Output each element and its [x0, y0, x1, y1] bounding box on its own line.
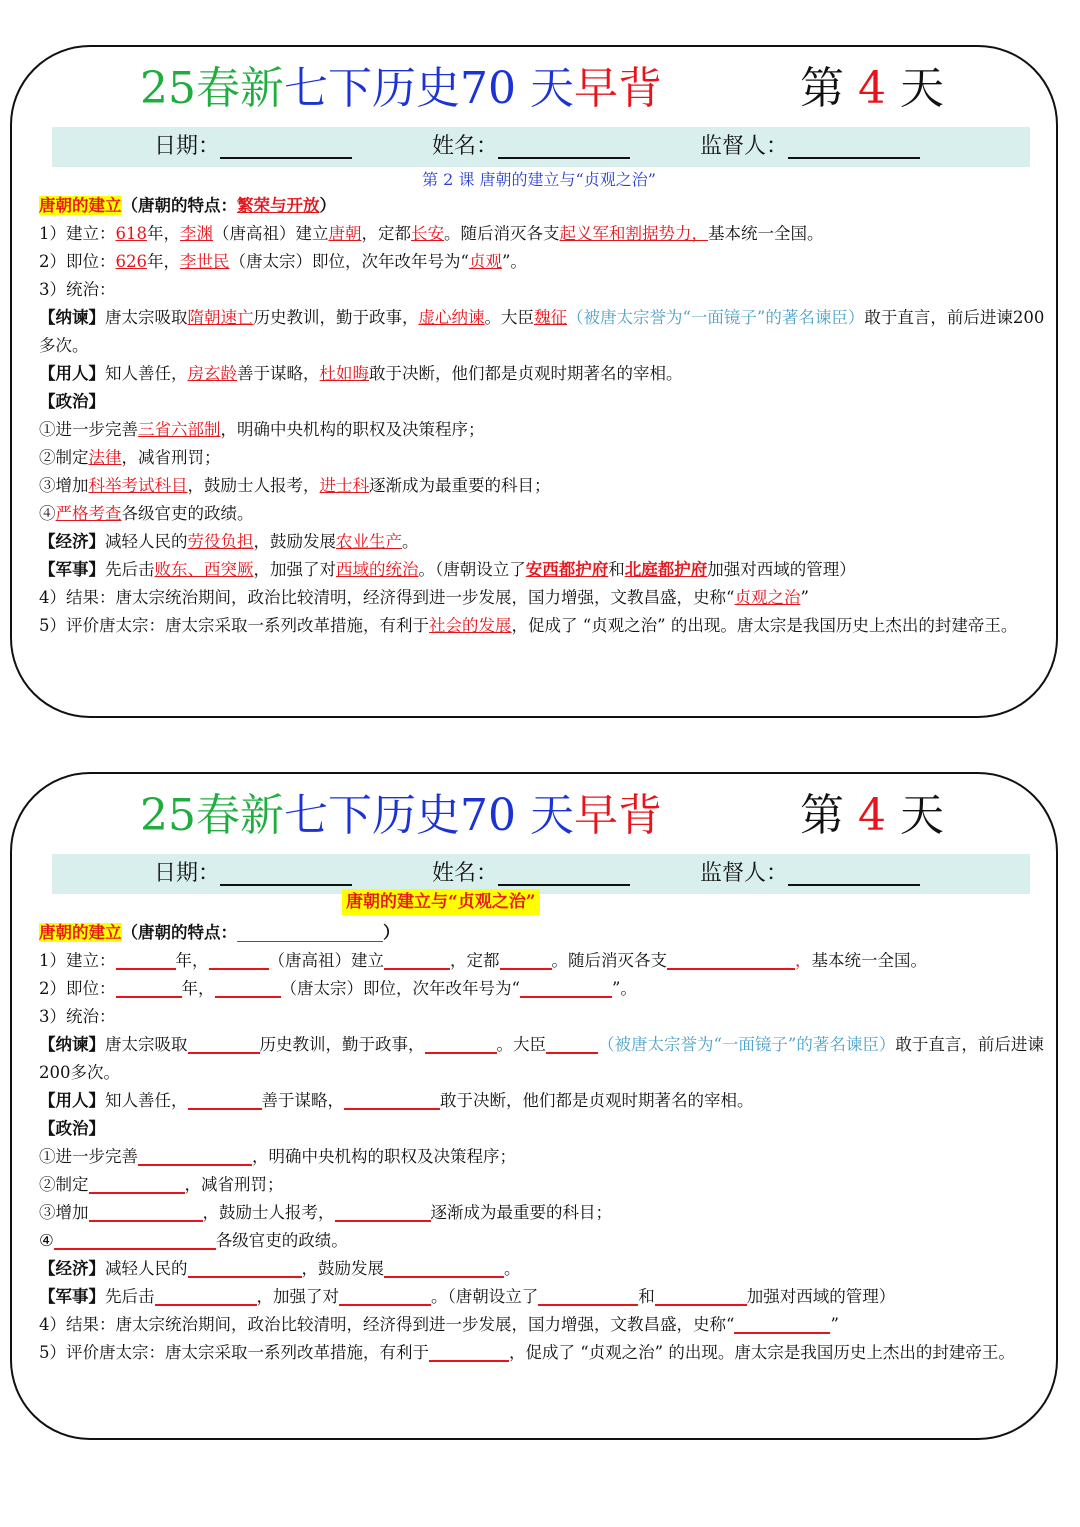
- blank[interactable]: [116, 948, 176, 970]
- name-field[interactable]: 姓名：: [432, 854, 630, 894]
- politics-item-3: ③增加科举考试科目，鼓励士人报考，进士科逐渐成为最重要的科目；: [39, 476, 551, 495]
- blank[interactable]: [538, 1284, 638, 1306]
- name-blank[interactable]: [498, 856, 630, 886]
- point-rule: 3）统治：: [39, 1007, 116, 1026]
- title-main: 25春新七下历史70 天早背: [140, 63, 662, 114]
- point-military: 【军事】先后击败东、西突厥，加强了对西域的统治。（唐朝设立了安西都护府和北庭都护府加强对西域的管理）: [39, 560, 856, 579]
- politics-tag: 【政治】: [39, 392, 105, 411]
- politics-item-2: ②制定 ，减省刑罚；: [39, 1171, 1050, 1199]
- point-accession: 2）即位：626年，李世民（唐太宗）即位，次年改年号为“贞观”。: [39, 252, 527, 271]
- blank[interactable]: [384, 948, 450, 970]
- name-blank[interactable]: [498, 129, 630, 159]
- date-name-bar: [52, 127, 1030, 167]
- point-rule: 3）统治：: [39, 280, 116, 299]
- politics-tag: 【政治】: [39, 1119, 105, 1138]
- blank[interactable]: [339, 1284, 431, 1306]
- blank[interactable]: [734, 1312, 830, 1334]
- blank[interactable]: [138, 1144, 252, 1166]
- worksheet-body: [39, 919, 1050, 1367]
- blank[interactable]: [54, 1228, 216, 1250]
- card-title: [12, 786, 1056, 846]
- section-heading: 唐朝的建立（唐朝的特点： ）: [39, 923, 400, 942]
- date-field[interactable]: 日期：: [154, 854, 352, 894]
- blank[interactable]: [667, 948, 795, 970]
- point-remonstrance: 【纳谏】唐太宗吸取隋朝速亡历史教训，勤于政事，虚心纳谏。大臣魏征（被唐太宗誉为“一面镜子”的著名谏臣）敢于直言，前后进谏200多次。: [39, 308, 1045, 355]
- blank[interactable]: [655, 1284, 747, 1306]
- point-result: 4）结果：唐太宗统治期间，政治比较清明，经济得到进一步发展，国力增强，文教昌盛，史称“贞观之治”: [39, 588, 809, 607]
- politics-item-4: ④严格考查各级官吏的政绩。: [39, 504, 254, 523]
- point-military: 【军事】先后击 ，加强了对 。（唐朝设立了 和 加强对西域的管理）: [39, 1283, 1050, 1311]
- point-evaluation: 5）评价唐太宗：唐太宗采取一系列改革措施，有利于 ，促成了 “贞观之治” 的出现。唐太宗是我国历史上杰出的封建帝王。: [39, 1339, 1050, 1367]
- politics-item-1: ①进一步完善 ，明确中央机构的职权及决策程序；: [39, 1143, 1050, 1171]
- point-economy: 【经济】减轻人民的 ，鼓励发展 。: [39, 1255, 1050, 1283]
- supervisor-blank[interactable]: [788, 129, 920, 159]
- blank[interactable]: [188, 1032, 260, 1054]
- lesson-title: 第 2 课 唐朝的建立与“贞观之治”: [422, 170, 656, 189]
- blank[interactable]: [546, 1032, 598, 1054]
- point-remonstrance: 【纳谏】唐太宗吸取 历史教训，勤于政事， 。大臣 （被唐太宗誉为“一面镜子”的著名谏臣）敢于直言，前后进谏200多次。: [39, 1031, 1050, 1087]
- politics-item-4: ④ 各级官吏的政绩。: [39, 1227, 1050, 1255]
- blank[interactable]: [500, 948, 552, 970]
- blank[interactable]: [188, 1088, 262, 1110]
- point-evaluation: 5）评价唐太宗：唐太宗采取一系列改革措施，有利于社会的发展，促成了 “贞观之治” 的出现。唐太宗是我国历史上杰出的封建帝王。: [39, 616, 1018, 635]
- blank[interactable]: [384, 1256, 504, 1278]
- section-heading: 唐朝的建立（唐朝的特点：繁荣与开放）: [39, 196, 336, 215]
- blank[interactable]: [237, 921, 383, 942]
- politics-item-1: ①进一步完善三省六部制，明确中央机构的职权及决策程序；: [39, 420, 485, 439]
- politics-item-2: ②制定法律，减省刑罚；: [39, 448, 221, 467]
- answer-card: [10, 45, 1058, 718]
- point-founding: 1）建立：618年，李渊（唐高祖）建立唐朝，定都长安。随后消灭各支起义军和割据势力，基本统一全国。: [39, 224, 824, 243]
- blank[interactable]: [89, 1172, 185, 1194]
- blank[interactable]: [209, 948, 269, 970]
- card-title: [12, 59, 1056, 119]
- answer-body: [39, 192, 1050, 640]
- blank[interactable]: [155, 1284, 257, 1306]
- lesson-title: 唐朝的建立与“贞观之治”: [342, 889, 540, 915]
- point-founding: 1）建立： 年， （唐高祖）建立 ，定都 。随后消灭各支 ，基本统一全国。: [39, 947, 1050, 975]
- politics-item-3: ③增加 ，鼓励士人报考， 逐渐成为最重要的科目；: [39, 1199, 1050, 1227]
- blank[interactable]: [520, 976, 612, 998]
- blank[interactable]: [344, 1088, 440, 1110]
- supervisor-field[interactable]: 监督人：: [700, 127, 920, 167]
- blank[interactable]: [116, 976, 182, 998]
- blank[interactable]: [335, 1200, 431, 1222]
- date-blank[interactable]: [220, 129, 352, 159]
- day-label: 第 4 天: [800, 63, 944, 114]
- date-name-bar: [52, 854, 1030, 894]
- day-label: 第 4 天: [800, 790, 944, 841]
- blank[interactable]: [429, 1340, 509, 1362]
- point-result: 4）结果：唐太宗统治期间，政治比较清明，经济得到进一步发展，国力增强，文教昌盛，史称“ ”: [39, 1311, 1050, 1339]
- date-blank[interactable]: [220, 856, 352, 886]
- point-personnel: 【用人】知人善任，房玄龄善于谋略，杜如晦敢于决断，他们都是贞观时期著名的宰相。: [39, 364, 683, 383]
- point-economy: 【经济】减轻人民的劳役负担，鼓励发展农业生产。: [39, 532, 419, 551]
- blank[interactable]: [215, 976, 281, 998]
- name-field[interactable]: 姓名：: [432, 127, 630, 167]
- point-accession: 2）即位： 年， （唐太宗）即位，次年改年号为“ ”。: [39, 975, 1050, 1003]
- title-main: 25春新七下历史70 天早背: [140, 790, 662, 841]
- supervisor-field[interactable]: 监督人：: [700, 854, 920, 894]
- worksheet-card: [10, 772, 1058, 1440]
- supervisor-blank[interactable]: [788, 856, 920, 886]
- blank[interactable]: [188, 1256, 302, 1278]
- date-field[interactable]: 日期：: [154, 127, 352, 167]
- blank[interactable]: [425, 1032, 497, 1054]
- point-personnel: 【用人】知人善任， 善于谋略， 敢于决断，他们都是贞观时期著名的宰相。: [39, 1087, 1050, 1115]
- blank[interactable]: [89, 1200, 203, 1222]
